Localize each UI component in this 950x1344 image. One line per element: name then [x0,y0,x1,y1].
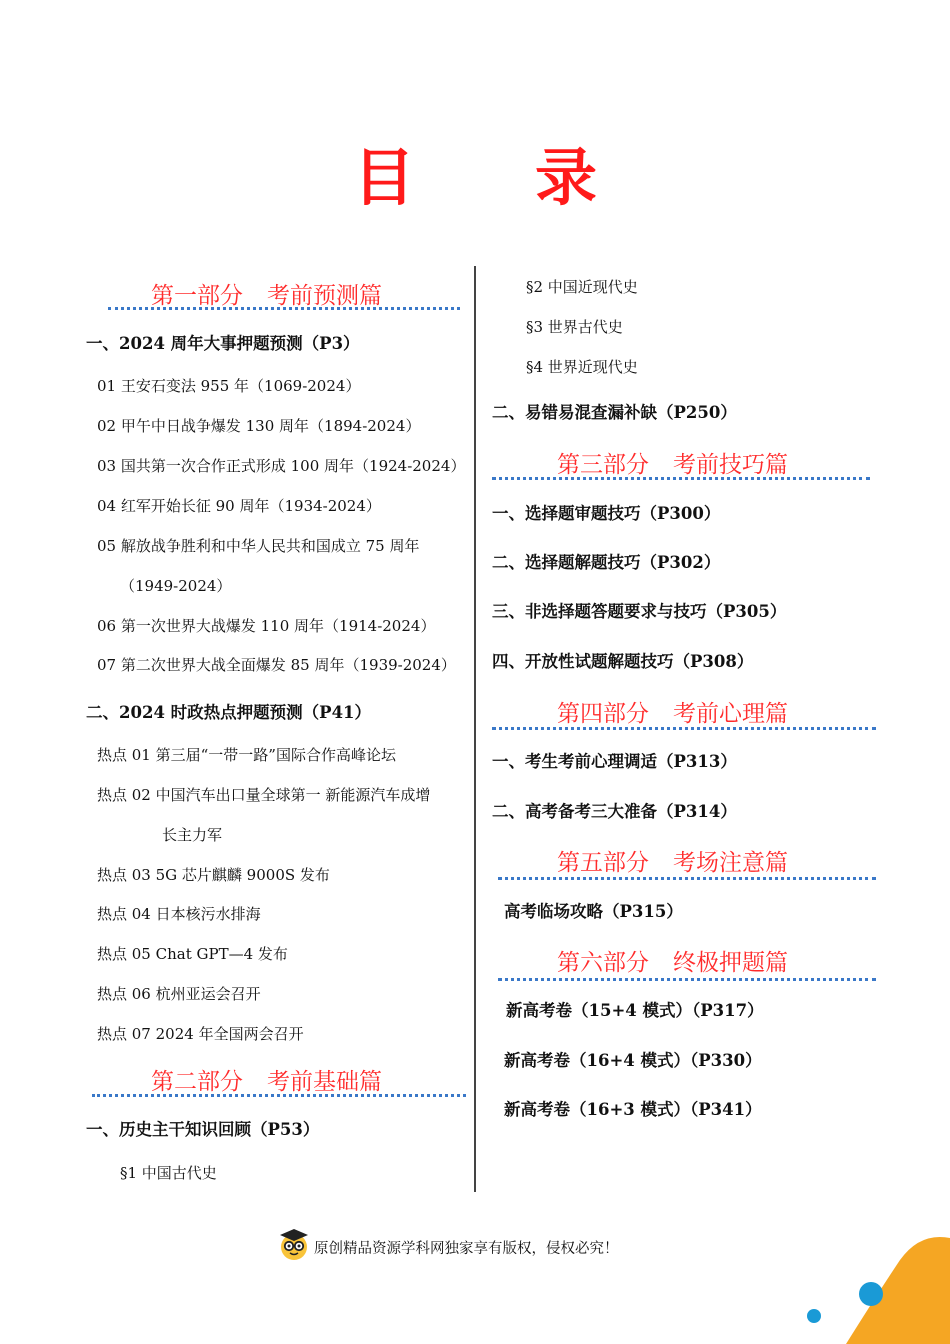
dotted-separator [498,978,876,981]
toc-item[interactable]: 热点 03 5G 芯片麒麟 9000S 发布 [97,866,330,884]
dotted-separator [492,727,876,730]
toc-heading[interactable]: 二、高考备考三大准备（P314） [492,802,737,821]
toc-item[interactable]: 热点 04 日本核污水排海 [97,905,261,923]
toc-item[interactable]: 05 解放战争胜利和中华人民共和国成立 75 周年 [97,537,420,555]
toc-item[interactable]: 热点 06 杭州亚运会召开 [97,985,261,1003]
toc-heading[interactable]: 一、考生考前心理调适（P313） [492,752,737,771]
toc-heading[interactable]: 四、开放性试题解题技巧（P308） [492,652,754,671]
page-title: 目录 [352,141,717,214]
toc-item[interactable]: 01 王安石变法 955 年（1069-2024） [97,377,361,395]
section-heading-part3 [557,446,788,479]
dotted-separator [92,1094,466,1097]
toc-heading[interactable]: 二、易错易混查漏补缺（P250） [492,403,737,422]
section-heading-part6 [557,944,788,977]
copyright-notice: 原创精品资源学科网独家享有版权，侵权必究！ [314,1241,619,1257]
section-part-name: 终极押题篇 [673,950,788,976]
toc-heading[interactable]: 高考临场攻略（P315） [504,902,683,921]
toc-heading[interactable]: 一、选择题审题技巧（P300） [492,504,721,523]
section-part-name: 考前技巧篇 [673,452,788,478]
toc-heading[interactable]: 一、历史主干知识回顾（P53） [86,1120,320,1139]
section-part-name: 考前基础篇 [267,1069,382,1095]
toc-item[interactable]: §4 世界近现代史 [526,358,638,376]
toc-item-continued[interactable]: （1949-2024） [120,577,232,595]
toc-heading[interactable]: 二、2024 时政热点押题预测（P41） [86,703,372,722]
section-part-label: 第一部分 [151,283,243,309]
section-part-name: 考前预测篇 [267,283,382,309]
dotted-separator [498,877,876,880]
toc-item[interactable]: §1 中国古代史 [120,1164,217,1182]
toc-item[interactable]: §2 中国近现代史 [526,278,638,296]
toc-item[interactable]: §3 世界古代史 [526,318,623,336]
dotted-separator [492,477,870,480]
toc-item[interactable]: 03 国共第一次合作正式形成 100 周年（1924-2024） [97,457,466,475]
toc-item[interactable]: 热点 01 第三届“一带一路”国际合作高峰论坛 [97,746,396,764]
section-part-label: 第四部分 [557,701,649,727]
mascot-icon [276,1226,312,1262]
toc-item[interactable]: 02 甲午中日战争爆发 130 周年（1894-2024） [97,417,421,435]
toc-heading[interactable]: 一、2024 周年大事押题预测（P3） [86,334,360,353]
toc-item[interactable]: 04 红军开始长征 90 周年（1934-2024） [97,497,381,515]
corner-decoration [780,1230,950,1344]
section-heading-part2 [151,1063,382,1096]
dotted-separator [108,307,460,310]
toc-item[interactable]: 热点 07 2024 年全国两会召开 [97,1025,304,1043]
toc-heading[interactable]: 新高考卷（16+3 模式）（P341） [504,1100,762,1119]
column-divider [474,266,476,1192]
section-part-label: 第六部分 [557,950,649,976]
section-part-label: 第五部分 [557,850,649,876]
toc-heading[interactable]: 三、非选择题答题要求与技巧（P305） [492,602,787,621]
section-heading-part5 [557,844,788,877]
toc-item[interactable]: 07 第二次世界大战全面爆发 85 周年（1939-2024） [97,656,456,674]
section-heading-part4 [557,695,788,728]
section-part-name: 考前心理篇 [673,701,788,727]
toc-item[interactable]: 06 第一次世界大战爆发 110 周年（1914-2024） [97,617,436,635]
toc-heading[interactable]: 二、选择题解题技巧（P302） [492,553,721,572]
section-part-label: 第三部分 [557,452,649,478]
toc-heading[interactable]: 新高考卷（16+4 模式）（P330） [504,1051,762,1070]
toc-heading[interactable]: 新高考卷（15+4 模式）（P317） [506,1001,764,1020]
toc-item[interactable]: 热点 05 Chat GPT—4 发布 [97,945,288,963]
section-part-label: 第二部分 [151,1069,243,1095]
section-heading-part1 [151,277,382,310]
section-part-name: 考场注意篇 [673,850,788,876]
toc-item-continued[interactable]: 长主力军 [162,826,223,844]
toc-item[interactable]: 热点 02 中国汽车出口量全球第一 新能源汽车成增 [97,786,431,804]
